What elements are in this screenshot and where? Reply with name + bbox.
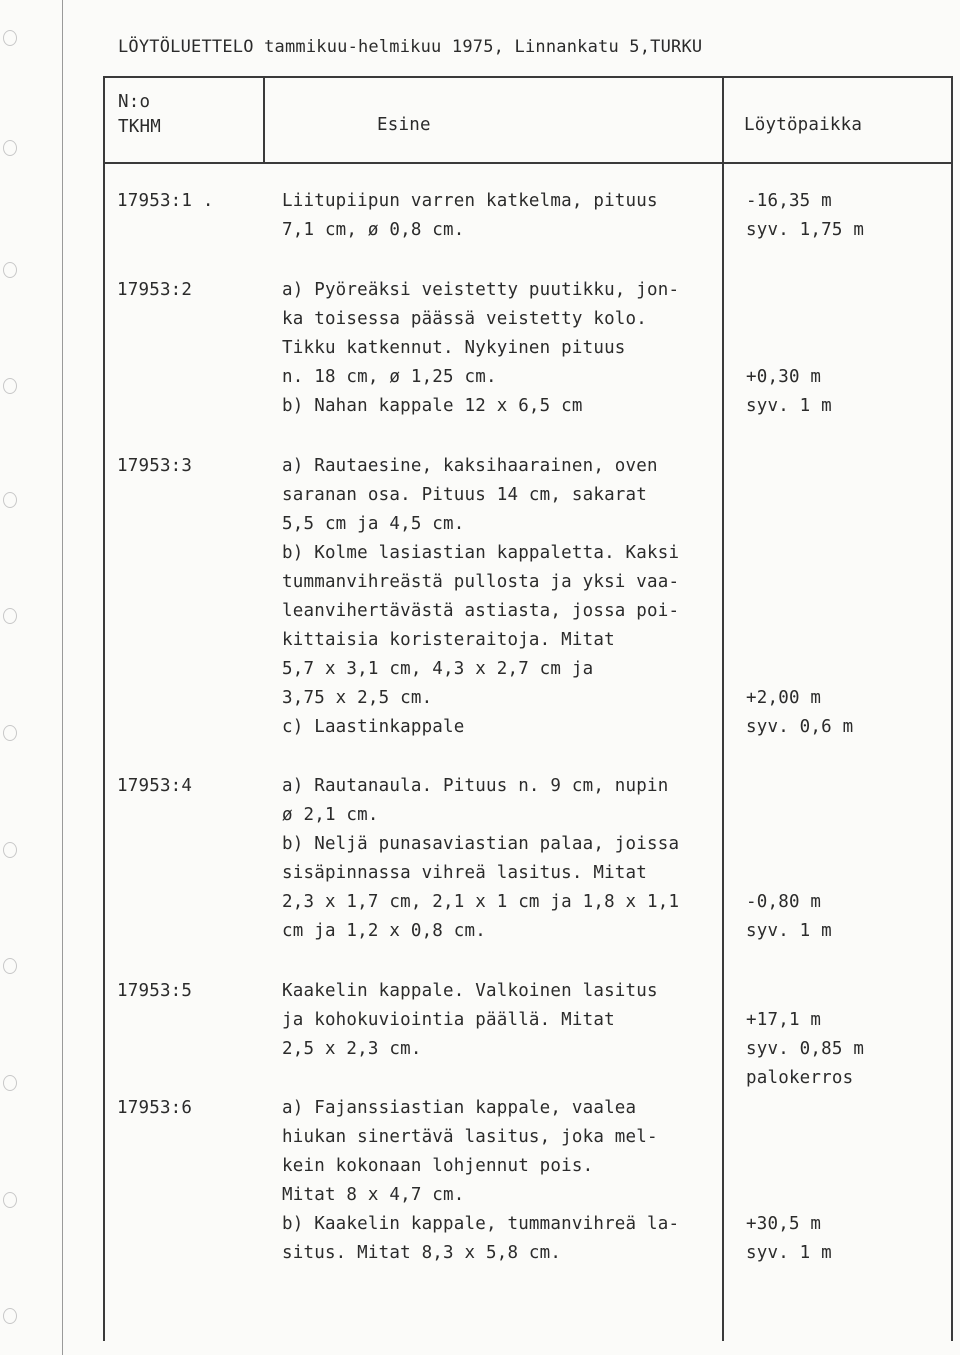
header-findspot: Löytöpaikka	[744, 115, 863, 135]
margin-rule	[62, 0, 63, 1355]
header-tkhm: TKHM	[118, 117, 161, 137]
punch-hole	[3, 378, 17, 394]
row-5-place: +17,1 m syv. 0,85 m palokerros	[746, 1010, 865, 1088]
punch-hole	[3, 262, 17, 278]
row-5-id: 17953:5	[117, 981, 193, 1001]
row-6-place: +30,5 m syv. 1 m	[746, 1214, 832, 1263]
row-6-id: 17953:6	[117, 1098, 193, 1118]
punch-hole	[3, 492, 17, 508]
row-1-desc: Liitupiipun varren katkelma, pituus 7,1 cm, ø 0,8 cm.	[282, 191, 658, 240]
row-1-id: 17953:1 .	[117, 191, 214, 211]
document-title: LÖYTÖLUETTELO tammikuu-helmikuu 1975, Linnankatu 5,TURKU	[118, 37, 703, 57]
row-6-desc: a) Fajanssiastian kappale, vaalea hiukan sinertävä lasitus, joka mel- kein kokonaan lohjennut pois. Mitat 8 x 4,7 cm. b) Kaakelin kappale, tummanvihreä la- situs. Mitat 8,3 x 5,8 cm.	[282, 1098, 680, 1263]
punch-hole	[3, 725, 17, 741]
table-left-rule	[103, 76, 105, 1341]
row-4-place: -0,80 m syv. 1 m	[746, 892, 832, 941]
punch-hole	[3, 608, 17, 624]
punch-hole	[3, 1192, 17, 1208]
row-5-desc: Kaakelin kappale. Valkoinen lasitus ja kohokuviointia päällä. Mitat 2,5 x 2,3 cm.	[282, 981, 658, 1059]
header-number: N:o	[118, 92, 151, 112]
punch-hole	[3, 140, 17, 156]
table-top-rule	[103, 76, 953, 78]
punch-hole	[3, 30, 17, 46]
col-divider-2	[722, 76, 724, 1341]
row-4-id: 17953:4	[117, 776, 193, 796]
punch-hole	[3, 842, 17, 858]
row-3-place: +2,00 m syv. 0,6 m	[746, 688, 854, 737]
punch-hole	[3, 1308, 17, 1324]
row-3-desc: a) Rautaesine, kaksihaarainen, oven saranan osa. Pituus 14 cm, sakarat 5,5 cm ja 4,5 cm. b) Kolme lasiastian kappaletta. Kaksi tummanvihreästä pullosta ja yksi vaa- leanvihertävästä astiasta, jossa poi- kittaisia koristeraitoja. Mitat 5,7 x 3,1 cm, 4,3 x 2,7 cm ja 3,75 x 2,5 cm. c) Laastinkappale	[282, 456, 680, 737]
header-col-divider-1	[263, 76, 265, 164]
table-right-rule	[951, 76, 953, 1341]
row-3-id: 17953:3	[117, 456, 193, 476]
punch-hole	[3, 1075, 17, 1091]
row-2-id: 17953:2	[117, 280, 193, 300]
row-2-place: +0,30 m syv. 1 m	[746, 367, 832, 416]
row-2-desc: a) Pyöreäksi veistetty puutikku, jon- ka toisessa päässä veistetty kolo. Tikku katkennut. Nykyinen pituus n. 18 cm, ø 1,25 cm. b) Nahan kappale 12 x 6,5 cm	[282, 280, 680, 416]
header-item: Esine	[377, 115, 431, 135]
punch-hole	[3, 958, 17, 974]
row-1-place: -16,35 m syv. 1,75 m	[746, 191, 865, 240]
header-divider	[103, 162, 953, 164]
row-4-desc: a) Rautanaula. Pituus n. 9 cm, nupin ø 2,1 cm. b) Neljä punasaviastian palaa, joissa sisäpinnassa vihreä lasitus. Mitat 2,3 x 1,7 cm, 2,1 x 1 cm ja 1,8 x 1,1 cm ja 1,2 x 0,8 cm.	[282, 776, 680, 941]
